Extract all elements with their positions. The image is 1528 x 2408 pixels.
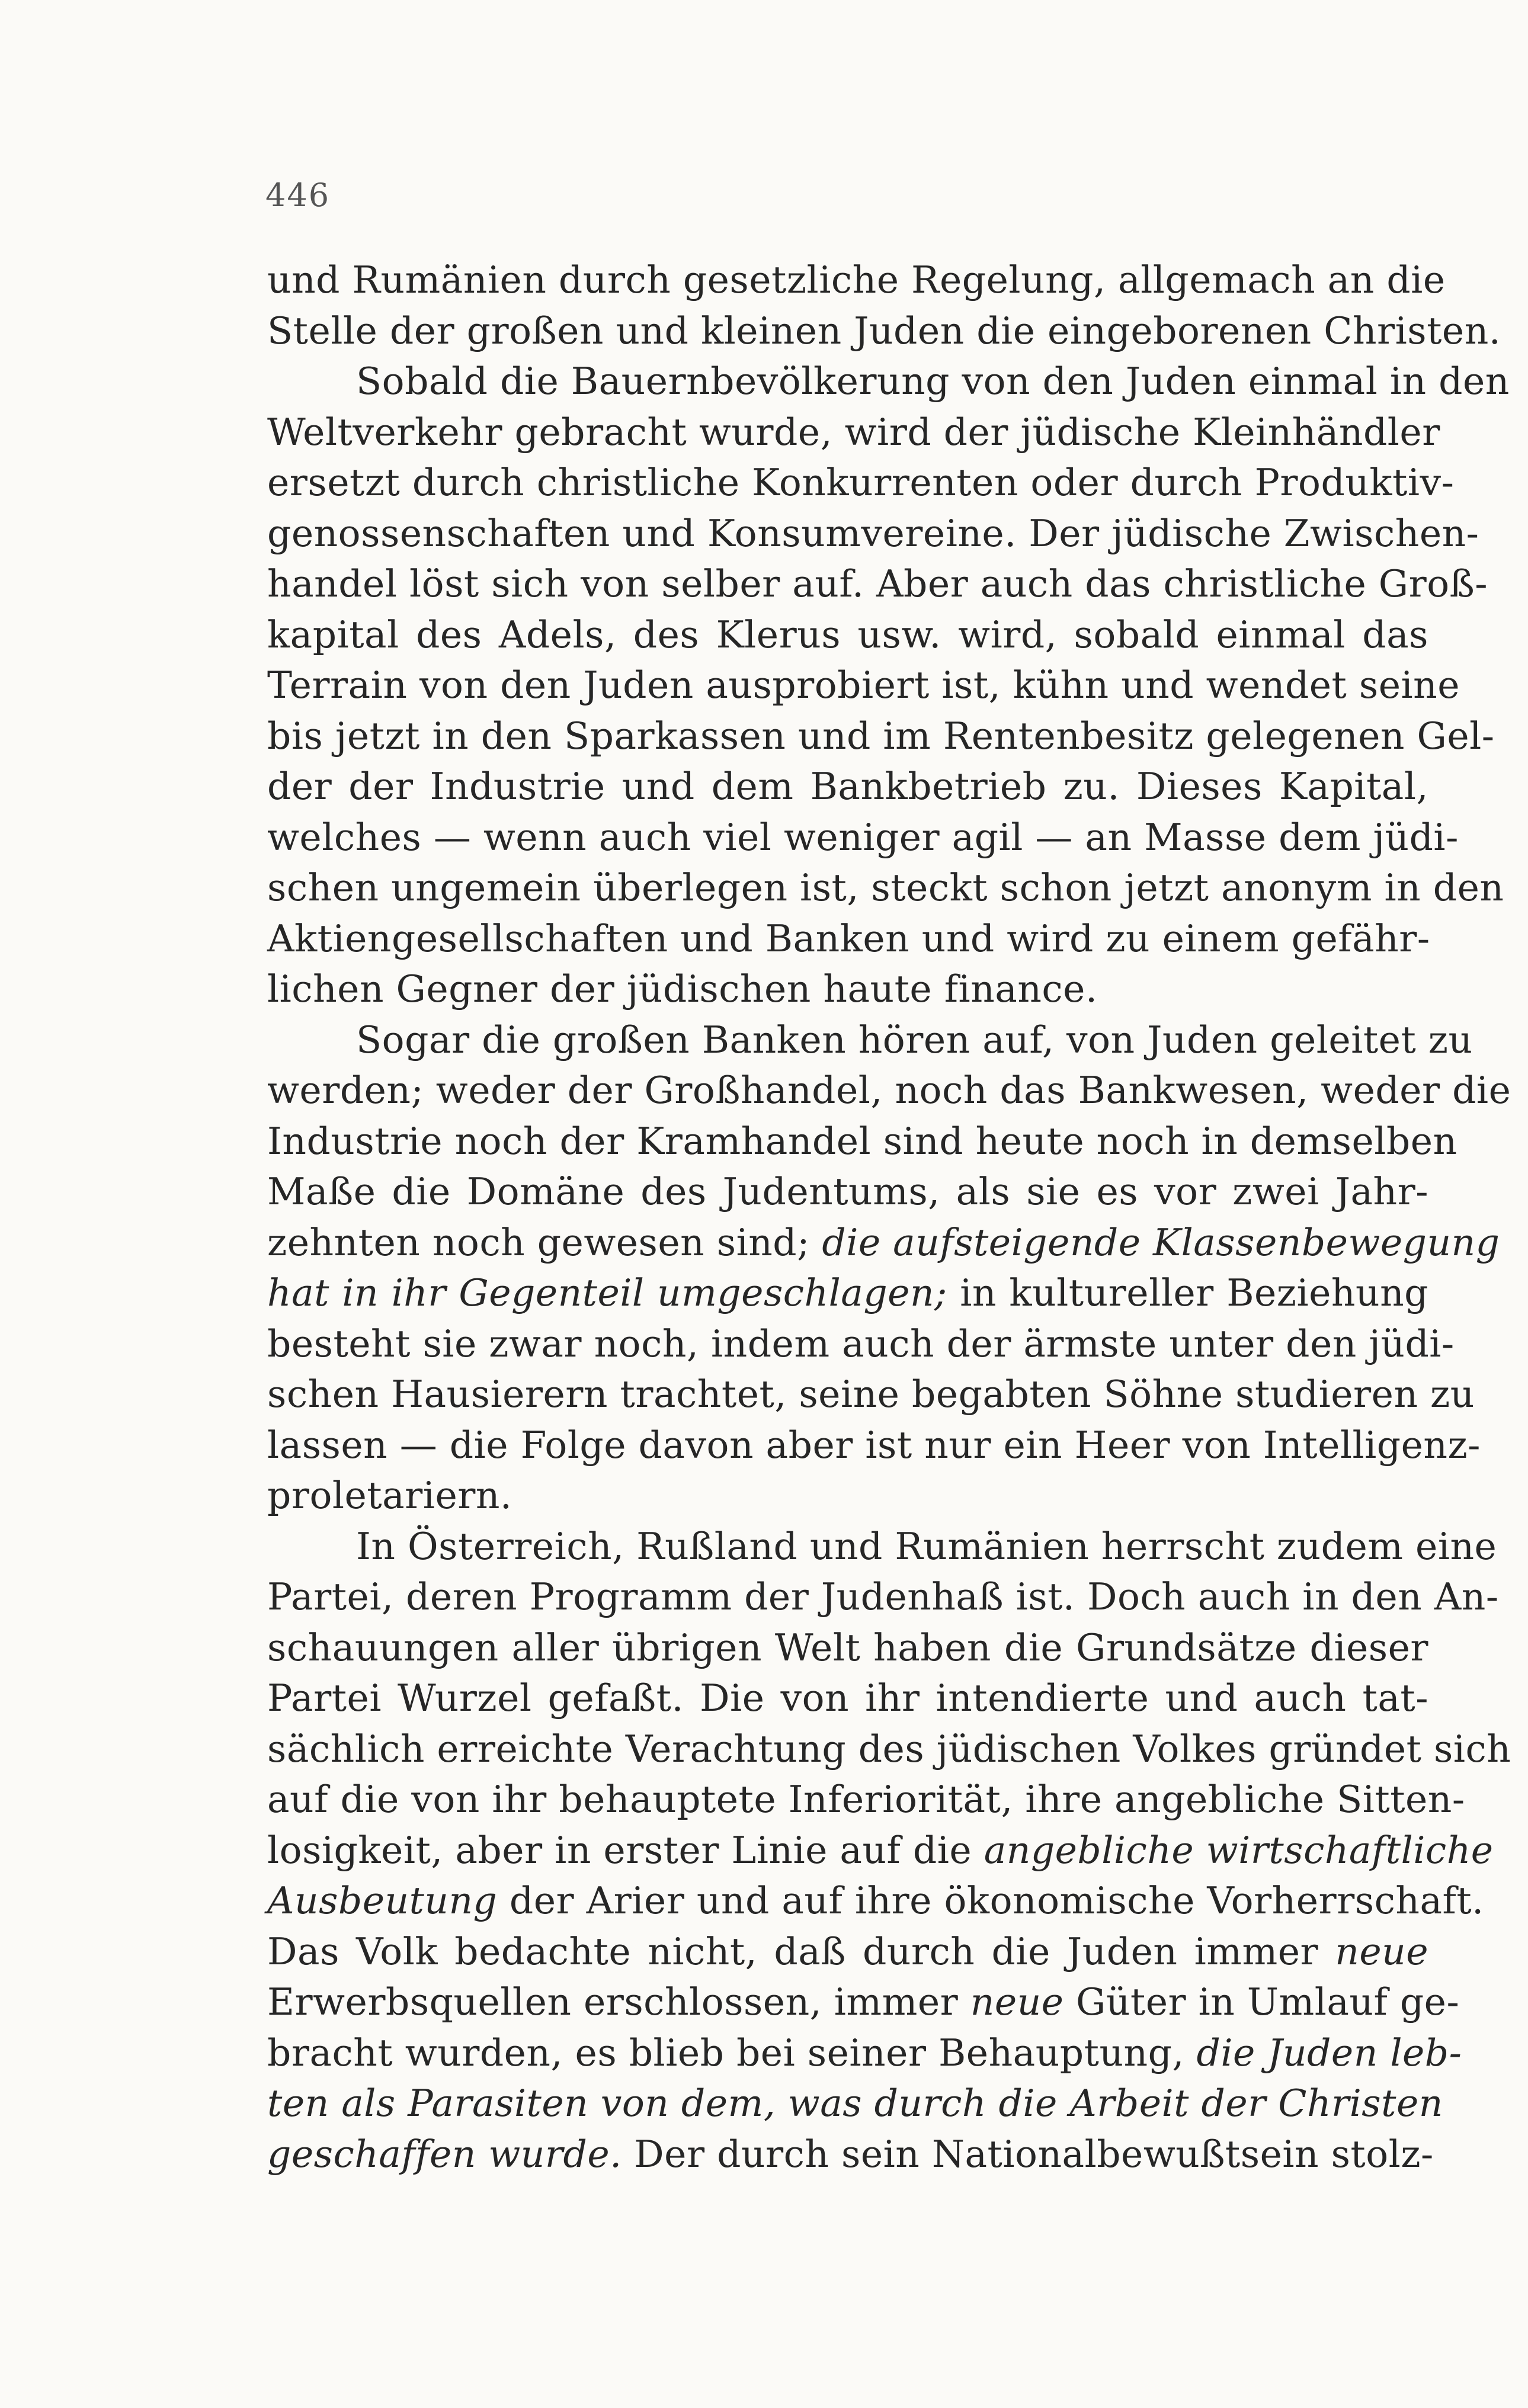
text-line [267,610,1428,660]
text-segment: handel löst sich von selber auf. Aber auch das christliche Groß- [267,562,1488,605]
text-segment: Das Volk bedachte nicht, daß durch die Juden immer [267,1929,1335,1973]
text-line [267,1470,1428,1521]
text-segment: proletariern. [267,1474,512,1517]
text-segment: Sogar die großen Banken hören auf, von Juden geleitet zu [356,1018,1473,1062]
text-segment: Aktiengesellschaften und Banken und wird zu einem gefähr- [267,916,1430,960]
text-segment: Partei, deren Programm der Judenhaß ist. Doch auch in den An- [267,1575,1499,1618]
text-line [267,964,1428,1015]
text-segment: Terrain von den Juden ausprobiert ist, kühn und wendet seine [267,663,1460,707]
text-segment: welches — wenn auch viel weniger agil — an Masse dem jüdi- [267,815,1459,859]
text-line [267,1319,1455,1370]
text-line [267,2078,1443,2129]
page-number: 446 [265,177,331,214]
text-segment: auf die von ihr behauptete Inferiorität, ihre angebliche Sitten- [267,1778,1465,1821]
text-line [267,1116,1457,1167]
text-segment: Weltverkehr gebracht wurde, wird der jüdische Kleinhändler [267,410,1440,454]
text-line [267,2129,1434,2180]
italic-text-segment: neue [970,1980,1064,2024]
italic-text-segment: ten als Parasiten von dem, was durch die Arbeit der Christen [267,2082,1443,2125]
text-line [267,508,1479,559]
text-line [267,1572,1499,1623]
text-line [267,1825,1494,1876]
text-segment: schauungen aller übrigen Welt haben die Grundsätze dieser [267,1625,1428,1669]
italic-text-segment: geschaffen wurde. [267,2132,622,2176]
text-line [267,1875,1484,1926]
text-segment: sächlich erreichte Verachtung des jüdischen Volkes gründet sich [267,1727,1511,1771]
italic-text-segment: die aufsteigende Klassenbewegung [822,1220,1500,1264]
text-segment: bis jetzt in den Sparkassen und im Rentenbesitz gelegenen Gel- [267,714,1495,758]
text-segment: schen ungemein überlegen ist, steckt schon jetzt anonym in den [267,866,1504,909]
text-line [267,1065,1511,1116]
text-line [267,1521,1497,1572]
italic-text-segment: neue [1335,1929,1428,1973]
text-segment: der Arier und auf ihre ökonomische Vorherrschaft. [497,1879,1484,1922]
text-line [267,711,1495,762]
text-segment: und Rumänien durch gesetzliche Regelung, allgemach an die [267,258,1446,302]
text-segment: genossenschaften und Konsumvereine. Der jüdische Zwischen- [267,511,1479,555]
text-line [267,1977,1460,2028]
text-segment: Sobald die Bauernbevölkerung von den Juden einmal in den [356,360,1510,403]
text-line [267,761,1428,812]
text-segment: Industrie noch der Kramhandel sind heute noch in demselben [267,1119,1457,1163]
text-segment: Maße die Domäne des Judentums, als sie es vor zwei Jahr- [267,1170,1428,1213]
text-line [267,1166,1428,1217]
text-line [267,812,1459,863]
text-line [267,913,1428,964]
text-line [267,559,1488,610]
text-segment: in kultureller Beziehung [947,1271,1428,1314]
text-line [267,1015,1473,1066]
text-segment: bracht wurden, es blieb bei seiner Behauptung, [267,2031,1197,2074]
text-line [267,1369,1475,1420]
text-line [267,1774,1465,1825]
text-segment: zehnten noch gewesen sind; [267,1220,822,1264]
italic-text-segment: angebliche wirtschaftliche [984,1828,1494,1872]
text-segment: besteht sie zwar noch, indem auch der ärmste unter den jüdi- [267,1322,1455,1365]
text-line [267,1724,1511,1775]
italic-text-segment: die Juden leb- [1196,2031,1462,2074]
text-line [267,1673,1428,1724]
text-line [267,1268,1428,1319]
text-segment: schen Hausierern trachtet, seine begabten Söhne studieren zu [267,1373,1475,1416]
text-segment: lichen Gegner der jüdischen haute finance. [267,967,1098,1011]
text-segment: der der Industrie und dem Bankbetrieb zu. Dieses Kapital, [267,765,1428,808]
text-line [267,255,1446,306]
text-line [267,457,1455,508]
italic-text-segment: hat in ihr Gegenteil umgeschlagen; [267,1271,947,1314]
text-line [267,356,1510,407]
text-segment: werden; weder der Großhandel, noch das Bankwesen, weder die [267,1069,1511,1112]
text-segment: Erwerbsquellen erschlossen, immer [267,1980,970,2024]
text-segment: kapital des Adels, des Klerus usw. wird, sobald einmal das [267,613,1428,656]
text-line [267,1926,1428,1977]
text-segment: Güter in Umlauf ge- [1063,1980,1460,2024]
text-line [267,862,1504,913]
text-segment: losigkeit, aber in erster Linie auf die [267,1828,984,1872]
text-line [267,1217,1500,1268]
text-segment: Stelle der großen und kleinen Juden die eingeborenen Christen. [267,309,1501,352]
body-text [267,255,1511,2179]
text-line [267,2028,1462,2079]
text-line [267,660,1460,711]
text-segment: ersetzt durch christliche Konkurrenten oder durch Produktiv- [267,461,1455,504]
text-line [267,1420,1481,1471]
text-line [267,1623,1428,1673]
text-segment: In Österreich, Rußland und Rumänien herrscht zudem eine [356,1524,1497,1568]
text-segment: Partei Wurzel gefaßt. Die von ihr intendierte und auch tat- [267,1676,1428,1720]
text-line [267,407,1440,458]
text-segment: lassen — die Folge davon aber ist nur ein Heer von Intelligenz- [267,1423,1481,1467]
text-line [267,306,1501,357]
italic-text-segment: Ausbeutung [267,1879,498,1922]
text-segment: Der durch sein Nationalbewußtsein stolz- [622,2132,1434,2176]
